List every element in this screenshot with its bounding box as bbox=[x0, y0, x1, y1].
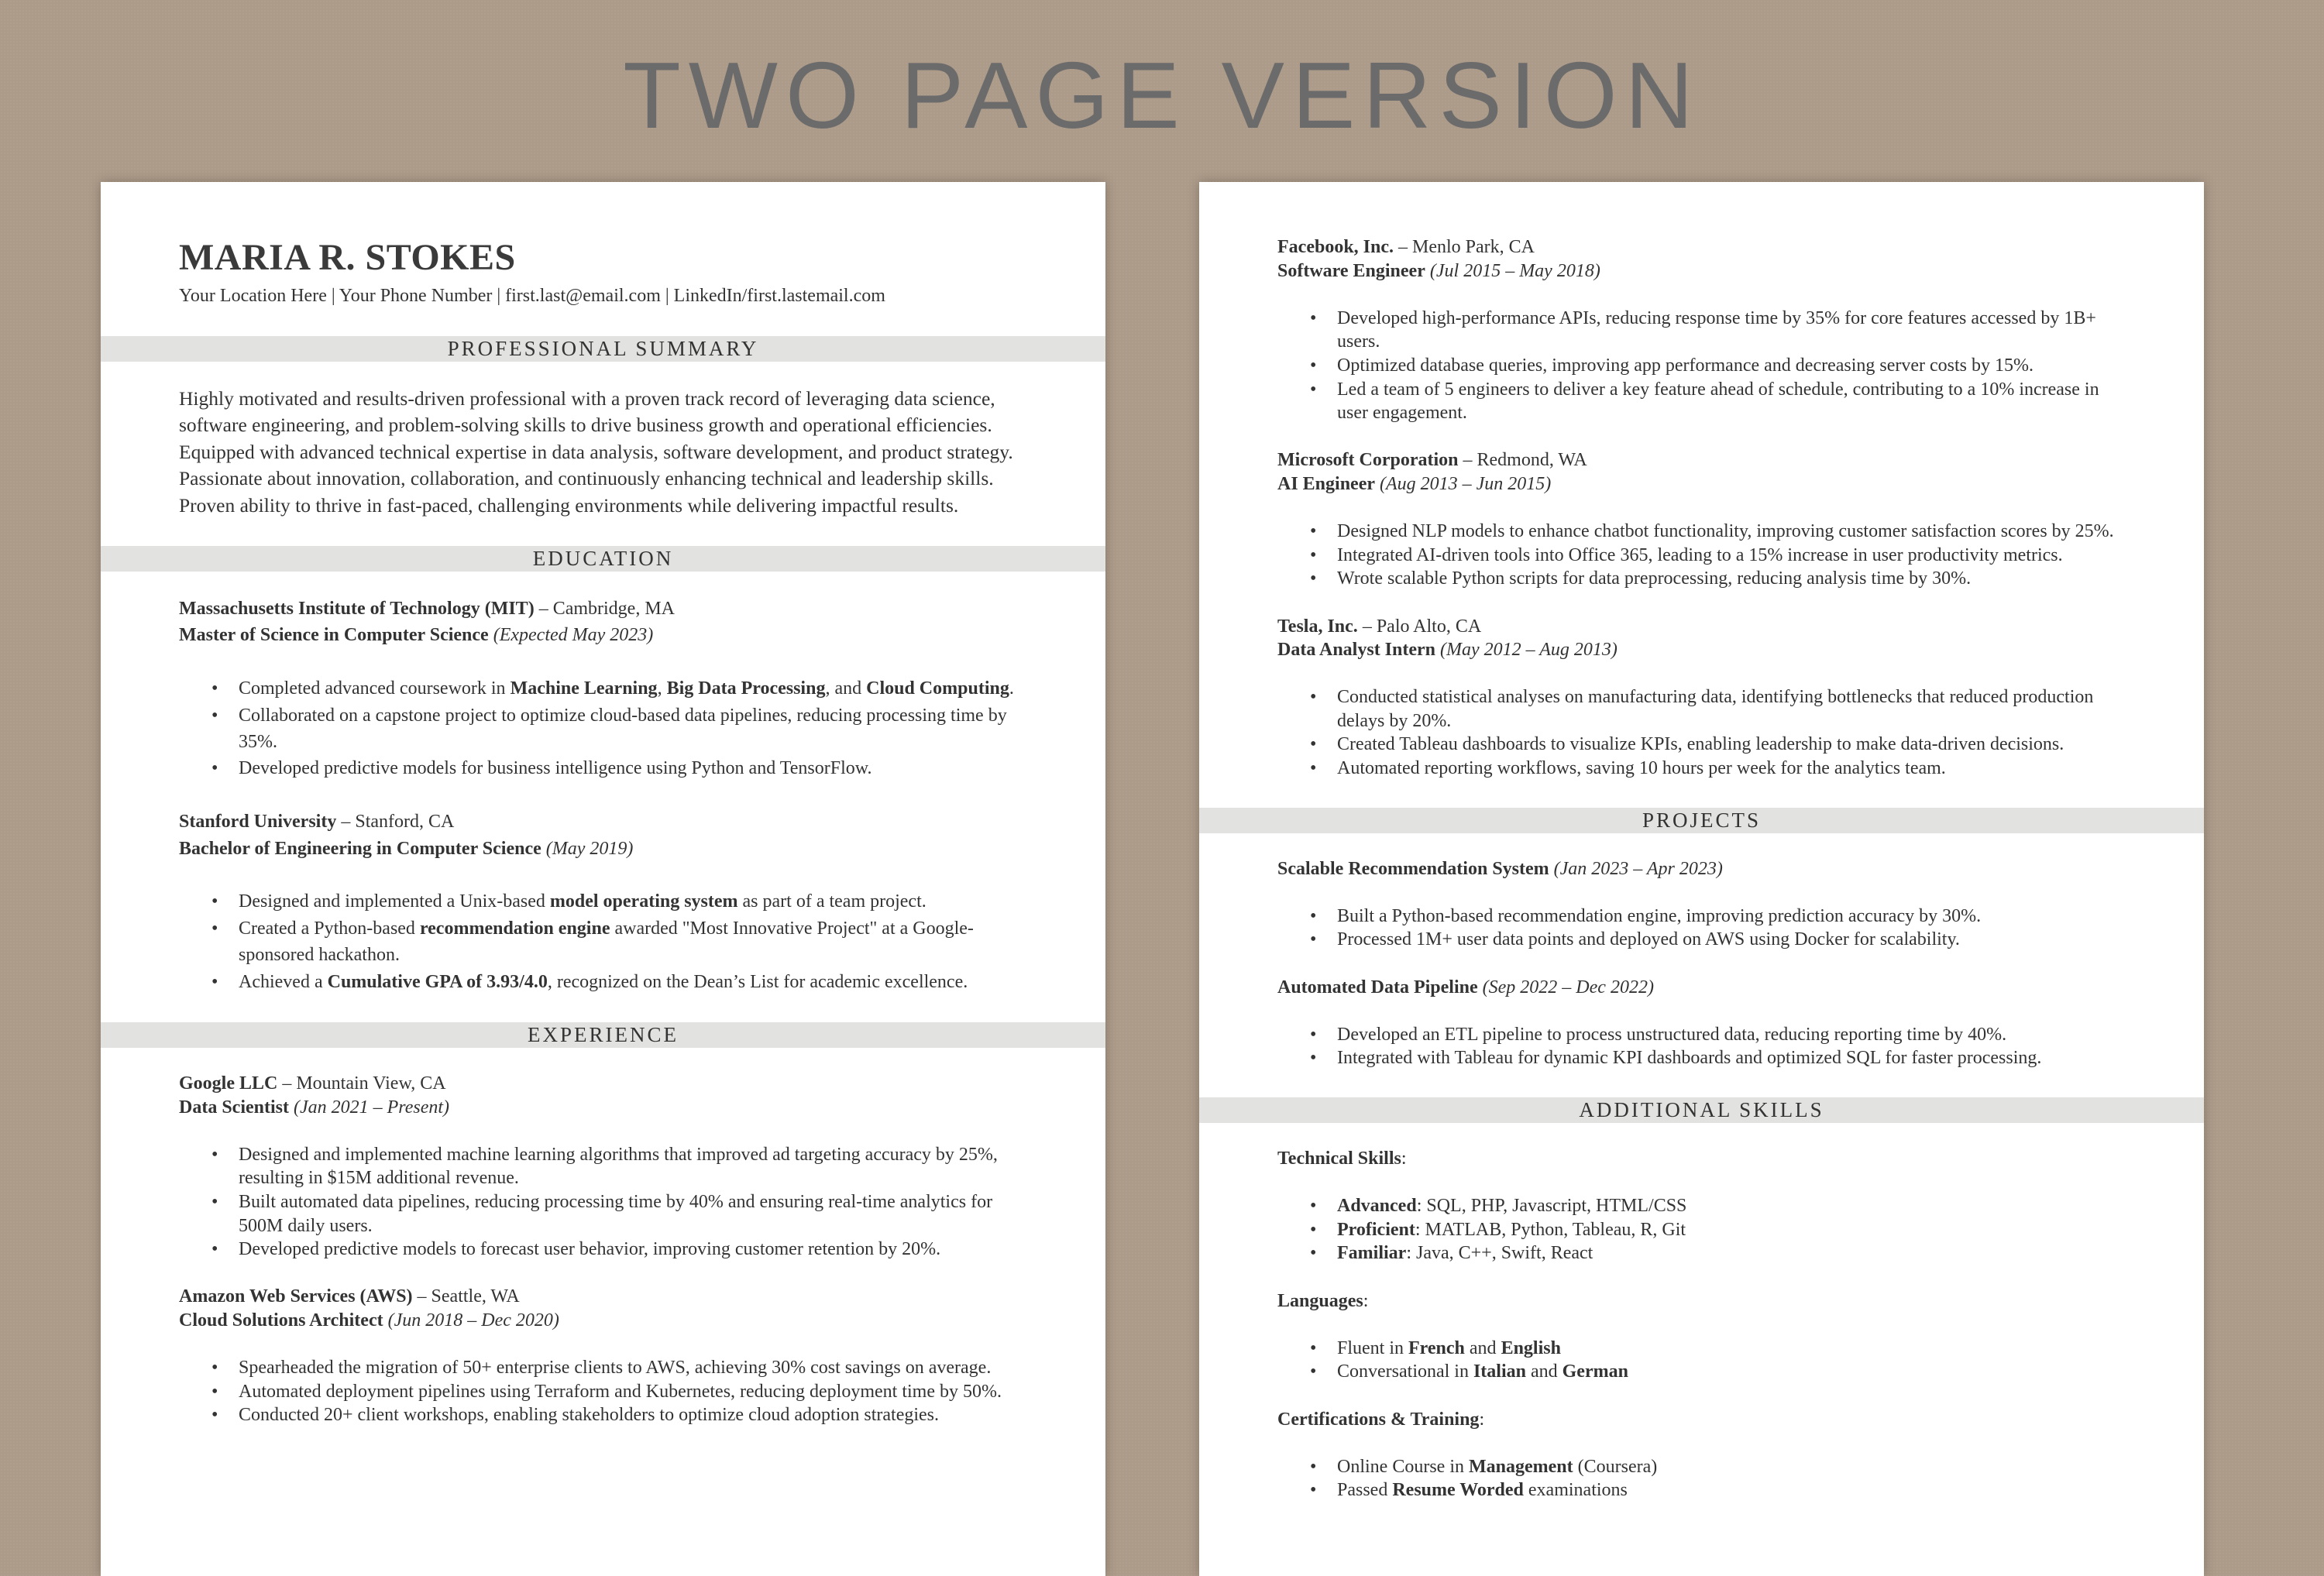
entry-heading bbox=[1277, 976, 2133, 1000]
bullet-list bbox=[1277, 905, 2133, 952]
bullet-item bbox=[179, 755, 1034, 781]
text: Designed and implemented a Unix-based bbox=[239, 891, 550, 912]
bold-text: Cumulative GPA of 3.93/4.0 bbox=[327, 971, 548, 992]
text: Developed an ETL pipeline to process unstructured data, reducing reporting time by 40%. bbox=[1337, 1024, 2007, 1045]
bullet-item bbox=[179, 1143, 1034, 1190]
entry-dates: (May 2012 – Aug 2013) bbox=[1435, 640, 1618, 661]
entry-role-line bbox=[1277, 472, 2133, 496]
bullet-item bbox=[1277, 928, 2133, 952]
bullet-item bbox=[179, 915, 1034, 969]
entry-heading bbox=[1277, 448, 2133, 472]
section-body bbox=[1199, 235, 2204, 781]
bullet-icon: • bbox=[211, 891, 218, 912]
section-body bbox=[1199, 833, 2204, 1070]
bullet-item bbox=[179, 1403, 1034, 1427]
bullet-item bbox=[1277, 354, 2133, 378]
entry-role: Data Scientist bbox=[179, 1097, 289, 1118]
bullet-icon: • bbox=[211, 1405, 218, 1426]
resume-page-2 bbox=[1199, 182, 2204, 1576]
entry-dates: (Aug 2013 – Jun 2015) bbox=[1375, 473, 1552, 494]
entry-role: Master of Science in Computer Science bbox=[179, 625, 489, 646]
text: Led a team of 5 engineers to deliver a key feature ahead of schedule, contributing to a 10% increase in user engagement. bbox=[1337, 379, 2099, 424]
bullet-list bbox=[1277, 520, 2133, 591]
text: Optimized database queries, improving app performance and decreasing server costs by 15%. bbox=[1337, 355, 2034, 376]
entry-role: Cloud Solutions Architect bbox=[179, 1310, 383, 1331]
bullet-list bbox=[179, 888, 1034, 995]
entry-dates: (May 2019) bbox=[541, 838, 634, 859]
summary-line: Highly motivated and results-driven professional with a proven track record of leveraging data science, bbox=[179, 387, 995, 410]
entry-location: – Cambridge, MA bbox=[534, 599, 675, 620]
text: awarded "Most Innovative Project" at a Google-sponsored hackathon. bbox=[239, 918, 974, 966]
bullet-icon: • bbox=[1310, 1480, 1317, 1501]
entry bbox=[1277, 448, 2133, 591]
bullet-icon: • bbox=[211, 758, 218, 779]
section-heading: ADDITIONAL SKILLS bbox=[1199, 1097, 2204, 1123]
section-body bbox=[101, 572, 1105, 995]
bullet-item bbox=[1277, 567, 2133, 591]
entry-heading bbox=[179, 809, 1034, 835]
entry-location: : bbox=[1363, 1290, 1369, 1311]
entry-heading bbox=[179, 1072, 1034, 1096]
text: Spearheaded the migration of 50+ enterprise clients to AWS, achieving 30% cost savings on average. bbox=[239, 1358, 992, 1379]
text: and bbox=[1525, 1361, 1563, 1382]
bullet-item bbox=[1277, 1478, 2133, 1502]
text: Achieved a bbox=[239, 971, 328, 992]
entry-role-line bbox=[1277, 259, 2133, 283]
entry-heading bbox=[179, 1285, 1034, 1309]
bold-text: Cloud Computing bbox=[866, 678, 1009, 699]
bold-text: Familiar bbox=[1337, 1243, 1407, 1264]
bullet-item bbox=[1277, 1194, 2133, 1218]
text: Integrated with Tableau for dynamic KPI dashboards and optimized SQL for faster processing. bbox=[1337, 1048, 2042, 1069]
entry-heading bbox=[179, 596, 1034, 622]
bold-text: Resume Worded bbox=[1392, 1480, 1524, 1501]
entry-location: – Mountain View, CA bbox=[277, 1073, 446, 1094]
section-body bbox=[1199, 1123, 2204, 1502]
contact-line: Your Location Here | Your Phone Number | first.last@email.com | LinkedIn/first.lastemail.com bbox=[179, 286, 885, 306]
bullet-list bbox=[1277, 307, 2133, 425]
bullet-icon: • bbox=[1310, 307, 1317, 328]
text: Developed high-performance APIs, reducing response time by 35% for core features accessed by 1B+ users. bbox=[1337, 307, 2096, 352]
entry bbox=[179, 809, 1034, 995]
bullet-icon: • bbox=[1310, 734, 1317, 755]
entry-heading bbox=[1277, 615, 2133, 639]
entry-heading bbox=[1277, 1289, 2133, 1313]
bullet-list bbox=[1277, 685, 2133, 780]
entry bbox=[1277, 1408, 2133, 1502]
entry-dates: (Jan 2023 – Apr 2023) bbox=[1549, 858, 1723, 879]
text: , recognized on the Dean’s List for academic excellence. bbox=[547, 971, 968, 992]
entry-role-line bbox=[179, 1309, 1034, 1333]
bullet-icon: • bbox=[211, 1381, 218, 1402]
summary-line: Passionate about innovation, collaboration, and continuously enhancing technical and leadership skills. bbox=[179, 467, 994, 490]
entry-role: Bachelor of Engineering in Computer Science bbox=[179, 838, 541, 859]
entry-heading bbox=[1277, 1408, 2133, 1432]
bullet-item bbox=[179, 1356, 1034, 1380]
bullet-item bbox=[1277, 1046, 2133, 1070]
bullet-list bbox=[179, 1143, 1034, 1262]
entry bbox=[179, 1285, 1034, 1427]
bullet-icon: • bbox=[1310, 1196, 1317, 1217]
text: Automated reporting workflows, saving 10 hours per week for the analytics team. bbox=[1337, 758, 1946, 779]
entry-organization: Technical Skills bbox=[1277, 1149, 1401, 1169]
bullet-list bbox=[179, 675, 1034, 782]
bullet-icon: • bbox=[1310, 758, 1317, 779]
text: and bbox=[1464, 1337, 1501, 1358]
section-heading: EXPERIENCE bbox=[101, 1022, 1105, 1048]
bullet-icon: • bbox=[211, 1239, 218, 1260]
bullet-item bbox=[1277, 378, 2133, 425]
text: Designed NLP models to enhance chatbot functionality, improving customer satisfaction scores by 25%. bbox=[1337, 521, 2114, 542]
text: Conducted statistical analyses on manufacturing data, identifying bottlenecks that reduced production delays by 20%. bbox=[1337, 687, 2094, 731]
section-body bbox=[101, 1048, 1105, 1427]
entry-organization: Massachusetts Institute of Technology (MIT) bbox=[179, 599, 535, 620]
entry bbox=[1277, 857, 2133, 952]
entry-organization: Facebook, Inc. bbox=[1277, 237, 1394, 257]
entry-organization: Google LLC bbox=[179, 1073, 278, 1094]
text: Processed 1M+ user data points and deployed on AWS using Docker for scalability. bbox=[1337, 929, 1960, 950]
entry bbox=[1277, 235, 2133, 425]
entry-role: Data Analyst Intern bbox=[1277, 640, 1436, 661]
entry bbox=[179, 1072, 1034, 1262]
section-heading: EDUCATION bbox=[101, 546, 1105, 572]
resume-header bbox=[101, 236, 1105, 309]
bullet-item bbox=[179, 888, 1034, 915]
text: examinations bbox=[1523, 1480, 1628, 1501]
bullet-icon: • bbox=[211, 1358, 218, 1379]
text: . bbox=[1009, 678, 1014, 699]
bullet-item bbox=[179, 1190, 1034, 1238]
bullet-item bbox=[1277, 544, 2133, 568]
bullet-item bbox=[1277, 905, 2133, 929]
text: Built a Python-based recommendation engine, improving prediction accuracy by 30%. bbox=[1337, 905, 1982, 926]
resume-section bbox=[101, 1022, 1105, 1427]
text: Built automated data pipelines, reducing processing time by 40% and ensuring real-time analytics for 500M daily users. bbox=[239, 1192, 993, 1236]
bullet-icon: • bbox=[1310, 544, 1317, 565]
text: Developed predictive models to forecast user behavior, improving customer retention by 20%. bbox=[239, 1239, 941, 1260]
entry-location: – Stanford, CA bbox=[336, 812, 455, 833]
entry-location: – Redmond, WA bbox=[1458, 450, 1587, 471]
text: Wrote scalable Python scripts for data preprocessing, reducing analysis time by 30%. bbox=[1337, 568, 1972, 589]
banner-title: TWO PAGE VERSION bbox=[623, 43, 1701, 148]
entry-role-line bbox=[179, 1096, 1034, 1120]
bullet-icon: • bbox=[211, 1144, 218, 1165]
entry-role-line bbox=[179, 836, 1034, 862]
summary-line: Equipped with advanced technical expertise in data analysis, software development, and product strategy. bbox=[179, 440, 1013, 463]
bullet-item bbox=[1277, 1218, 2133, 1242]
entry-role: AI Engineer bbox=[1277, 473, 1375, 494]
bold-text: French bbox=[1408, 1337, 1465, 1358]
entry-location: : bbox=[1479, 1409, 1485, 1430]
entry-dates: (Jan 2021 – Present) bbox=[288, 1097, 450, 1118]
entry bbox=[1277, 976, 2133, 1070]
bullet-icon: • bbox=[1310, 568, 1317, 589]
text: Conducted 20+ client workshops, enabling stakeholders to optimize cloud adoption strategies. bbox=[239, 1405, 940, 1426]
entry-organization: Certifications & Training bbox=[1277, 1409, 1480, 1430]
entry-organization: Tesla, Inc. bbox=[1277, 616, 1358, 637]
bullet-list bbox=[1277, 1337, 2133, 1384]
bullet-icon: • bbox=[211, 705, 218, 726]
text: Created Tableau dashboards to visualize KPIs, enabling leadership to make data-driven decisions. bbox=[1337, 734, 2064, 755]
entry bbox=[1277, 1147, 2133, 1265]
entry-dates: (Jul 2015 – May 2018) bbox=[1425, 260, 1600, 281]
text: as part of a team project. bbox=[737, 891, 927, 912]
entry-location: : bbox=[1401, 1149, 1407, 1169]
entry-location: – Menlo Park, CA bbox=[1394, 237, 1535, 257]
entry-dates: (Jun 2018 – Dec 2020) bbox=[383, 1310, 559, 1331]
entry-organization: Languages bbox=[1277, 1290, 1363, 1311]
bullet-item bbox=[1277, 307, 2133, 354]
bullet-item bbox=[1277, 685, 2133, 733]
bullet-icon: • bbox=[1310, 379, 1317, 400]
entry-role-line bbox=[1277, 638, 2133, 662]
resume-section bbox=[1199, 235, 2204, 781]
text: Created a Python-based bbox=[239, 918, 420, 939]
bold-text: Italian bbox=[1473, 1361, 1526, 1382]
entry-role: Software Engineer bbox=[1277, 260, 1425, 281]
bullet-icon: • bbox=[1310, 905, 1317, 926]
entry bbox=[1277, 615, 2133, 781]
bullet-icon: • bbox=[1310, 1361, 1317, 1382]
resume-section bbox=[1199, 808, 2204, 1070]
text: Completed advanced coursework in bbox=[239, 678, 511, 699]
text: Automated deployment pipelines using Terraform and Kubernetes, reducing deployment time by 50%. bbox=[239, 1381, 1002, 1402]
text: Passed bbox=[1337, 1480, 1393, 1501]
entry-dates: (Sep 2022 – Dec 2022) bbox=[1477, 977, 1654, 997]
resume-section bbox=[1199, 1097, 2204, 1502]
bullet-item bbox=[179, 1238, 1034, 1262]
text: Designed and implemented machine learning algorithms that improved ad targeting accuracy by 25%, resulting in $15M additional revenue. bbox=[239, 1144, 998, 1189]
bold-text: recommendation engine bbox=[419, 918, 610, 939]
text: : MATLAB, Python, Tableau, R, Git bbox=[1415, 1219, 1686, 1240]
candidate-name: MARIA R. STOKES bbox=[179, 237, 516, 278]
bullet-icon: • bbox=[1310, 1024, 1317, 1045]
text: : Java, C++, Swift, React bbox=[1406, 1243, 1593, 1264]
text: , and bbox=[825, 678, 867, 699]
entry-dates: (Expected May 2023) bbox=[488, 625, 654, 646]
bullet-list bbox=[1277, 1455, 2133, 1502]
text: Developed predictive models for business intelligence using Python and TensorFlow. bbox=[239, 758, 872, 779]
bullet-icon: • bbox=[1310, 521, 1317, 542]
bullet-icon: • bbox=[1310, 687, 1317, 708]
bullet-icon: • bbox=[1310, 1219, 1317, 1240]
section-heading: PROFESSIONAL SUMMARY bbox=[101, 336, 1105, 362]
bullet-item bbox=[179, 1380, 1034, 1404]
entry-organization: Scalable Recommendation System bbox=[1277, 858, 1549, 879]
bold-text: Proficient bbox=[1337, 1219, 1415, 1240]
bold-text: Management bbox=[1468, 1456, 1573, 1477]
bullet-list bbox=[1277, 1023, 2133, 1070]
text: Integrated AI-driven tools into Office 365, leading to a 15% increase in user productivity metrics. bbox=[1337, 544, 2063, 565]
bullet-icon: • bbox=[1310, 1243, 1317, 1264]
entry-role-line bbox=[179, 622, 1034, 648]
bullet-icon: • bbox=[211, 1192, 218, 1213]
entry-organization: Microsoft Corporation bbox=[1277, 450, 1459, 471]
bullet-item bbox=[179, 702, 1034, 756]
resume-section bbox=[101, 546, 1105, 995]
text: , bbox=[657, 678, 667, 699]
bullet-icon: • bbox=[1310, 1048, 1317, 1069]
entry bbox=[179, 596, 1034, 782]
bullet-icon: • bbox=[211, 971, 218, 992]
text: : SQL, PHP, Javascript, HTML/CSS bbox=[1416, 1196, 1687, 1217]
bullet-item bbox=[1277, 757, 2133, 781]
bullet-icon: • bbox=[1310, 1337, 1317, 1358]
resume-page-1 bbox=[101, 182, 1105, 1576]
bullet-item bbox=[1277, 1360, 2133, 1384]
entry bbox=[1277, 1289, 2133, 1384]
bullet-item bbox=[1277, 1455, 2133, 1479]
bullet-icon: • bbox=[1310, 355, 1317, 376]
entry-organization: Amazon Web Services (AWS) bbox=[179, 1286, 413, 1307]
bold-text: Big Data Processing bbox=[666, 678, 826, 699]
entry-organization: Stanford University bbox=[179, 812, 337, 833]
section-body bbox=[101, 362, 1105, 519]
bullet-icon: • bbox=[211, 918, 218, 939]
text: Collaborated on a capstone project to optimize cloud-based data pipelines, reducing processing time by 35%. bbox=[239, 705, 1007, 753]
text: Online Course in bbox=[1337, 1456, 1469, 1477]
text: Conversational in bbox=[1337, 1361, 1473, 1382]
bullet-item bbox=[1277, 520, 2133, 544]
summary-line: software engineering, and problem-solving skills to drive business growth and operational efficiencies. bbox=[179, 414, 992, 437]
bullet-item bbox=[1277, 1241, 2133, 1265]
bullet-icon: • bbox=[1310, 929, 1317, 950]
section-heading: PROJECTS bbox=[1199, 808, 2204, 833]
bold-text: Advanced bbox=[1337, 1196, 1417, 1217]
entry-heading bbox=[1277, 1147, 2133, 1171]
entry-location: – Seattle, WA bbox=[412, 1286, 520, 1307]
summary-line: Proven ability to thrive in fast-paced, challenging environments while delivering impactful results. bbox=[179, 493, 959, 517]
bullet-icon: • bbox=[1310, 1456, 1317, 1477]
bullet-list bbox=[179, 1356, 1034, 1427]
bullet-item bbox=[179, 969, 1034, 995]
text: (Coursera) bbox=[1573, 1456, 1658, 1477]
bold-text: German bbox=[1562, 1361, 1628, 1382]
bullet-item bbox=[1277, 733, 2133, 757]
bold-text: model operating system bbox=[549, 891, 738, 912]
bullet-item bbox=[179, 675, 1034, 702]
bullet-item bbox=[1277, 1023, 2133, 1047]
entry-organization: Automated Data Pipeline bbox=[1277, 977, 1478, 997]
bullet-list bbox=[1277, 1194, 2133, 1265]
bullet-icon: • bbox=[211, 678, 218, 699]
entry-location: – Palo Alto, CA bbox=[1357, 616, 1482, 637]
bold-text: Machine Learning bbox=[510, 678, 658, 699]
bullet-item bbox=[1277, 1337, 2133, 1361]
resume-section bbox=[101, 336, 1105, 519]
entry-heading bbox=[1277, 857, 2133, 881]
entry-heading bbox=[1277, 235, 2133, 259]
bold-text: English bbox=[1501, 1337, 1561, 1358]
text: Fluent in bbox=[1337, 1337, 1409, 1358]
